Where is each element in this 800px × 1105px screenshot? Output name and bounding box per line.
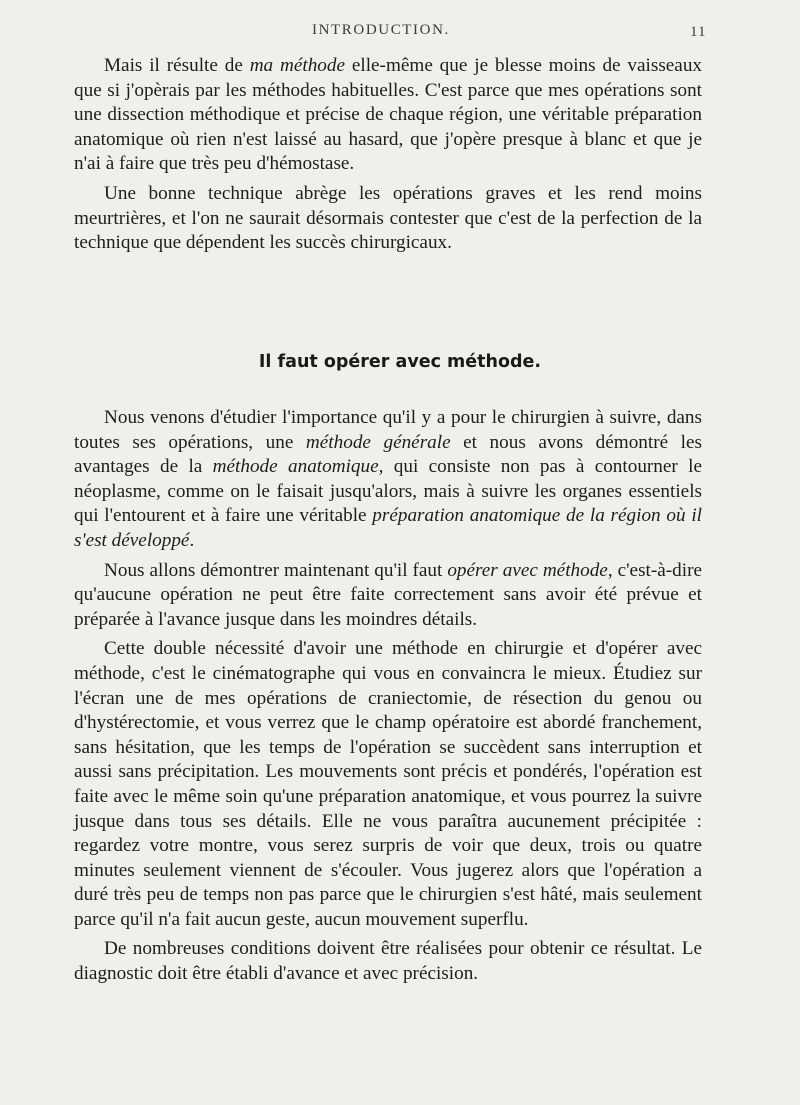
paragraph: Mais il résulte de ma méthode elle-même que je blesse moins de vaisseaux que si j'opèrais par les méthodes habituelles. C'est parce que mes opérations sont une dissection méthodique et précise de chaque région, une véritable préparation anatomique où rien n'est laissé au hasard, que j'opère presque à blanc et que je n'ai à faire que très peu d'hémostase. — [74, 55, 703, 175]
paragraph: Nous allons démontrer maintenant qu'il faut opérer avec méthode, c'est-à-dire qu'aucune opération ne peut être faite correctement sans avoir été prévue et préparée à l'avance jusque dans les moindres détails. — [74, 559, 702, 630]
text-block-top — [74, 54, 702, 256]
text-block-bottom — [74, 406, 702, 987]
section-heading: Il faut opérer avec méthode. — [258, 352, 542, 372]
page-number: 11 — [690, 24, 707, 40]
paragraph: De nombreuses conditions doivent être réalisées pour obtenir ce résultat. Le diagnostic doit être établi d'avance et avec précision. — [74, 938, 702, 985]
paragraph: Nous venons d'étudier l'importance qu'il y a pour le chirurgien à suivre, dans toutes ses opérations, une méthode générale et nous avons démontré les avantages de la méthode anatomique, qui consiste non pas à contourner le néoplasme, comme on le faisait jusqu'alors, mais à suivre les organes essentiels qui l'entourent et à faire une véritable préparation anatomique de la région où il s'est développé. — [74, 407, 703, 551]
running-title: INTRODUCTION. — [312, 22, 450, 38]
paragraph: Cette double nécessité d'avoir une méthode en chirurgie et d'opérer avec méthode, c'est le cinématographe qui vous en convaincra le mieux. Étudiez sur l'écran une de mes opérations de craniectomie, de résection du genou ou d'hystérectomie, et vous verrez que le champ opératoire est abordé franchement, sans hésitation, que les temps de l'opération se succèdent sans interruption et aussi sans précipitation. Les mouvements sont précis et pondérés, l'opération est faite avec le même soin qu'une préparation anatomique, et vous pourrez la suivre jusque dans tous ses détails. Elle ne vous paraîtra aucunement précipitée : regardez votre montre, vous serez surpris de voir que deux, trois ou quatre minutes seulement viennent de s'écouler. Vous jugerez alors que l'opération a duré très peu de temps non pas parce que le chirurgien s'est hâté, mais seulement parce qu'il n'a fait aucun geste, aucun mouvement superflu. — [74, 638, 702, 930]
paragraph: Une bonne technique abrège les opérations graves et les rend moins meurtrières, et l'on ne saurait désormais contester que c'est de la perfection de la technique que dépendent les succès chirurgicaux. — [74, 182, 702, 254]
page-header — [0, 22, 800, 46]
